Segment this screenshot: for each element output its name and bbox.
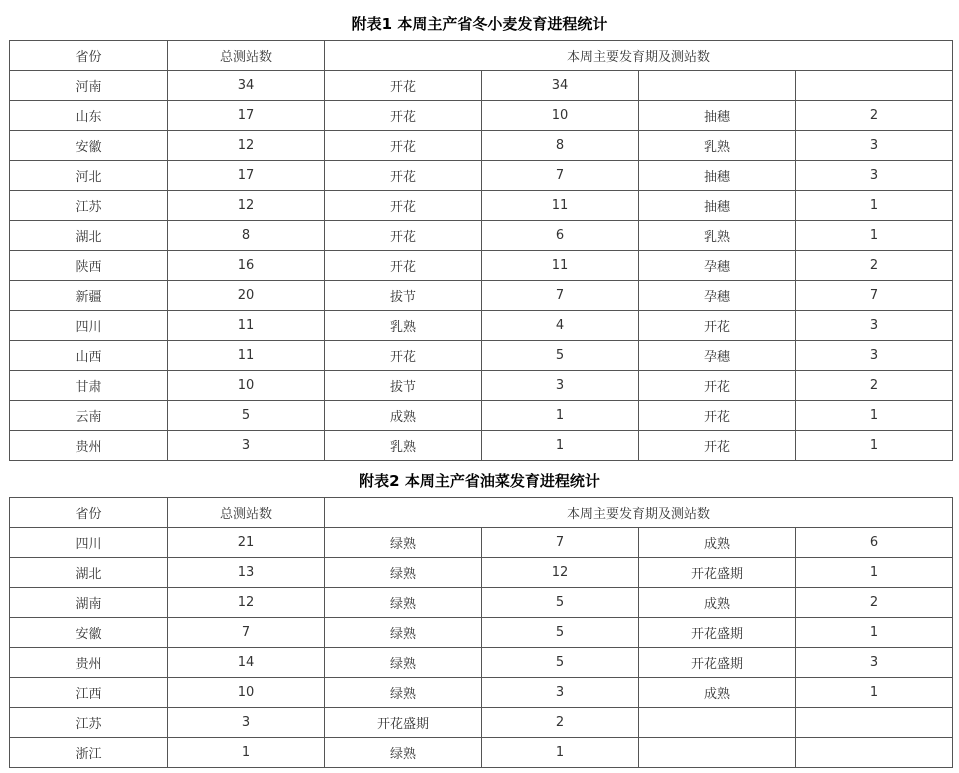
table-header-row [10, 41, 953, 71]
cell-stage-2: 开花 [639, 401, 796, 431]
cell-stage-2: 抽穗 [639, 191, 796, 221]
cell-stage-2 [639, 71, 796, 101]
cell-stage-2: 孕穗 [639, 341, 796, 371]
cell-stage-1-count: 11 [482, 251, 639, 281]
cell-stage-1-count: 10 [482, 101, 639, 131]
cell-stage-1-count: 34 [482, 71, 639, 101]
cell-province: 江西 [10, 678, 168, 708]
cell-stage-1-count: 3 [482, 371, 639, 401]
cell-stage-1-count: 5 [482, 341, 639, 371]
cell-stage-1-count: 1 [482, 431, 639, 461]
table-row [10, 708, 953, 738]
cell-stage-2-count: 2 [796, 371, 953, 401]
cell-stage-2: 成熟 [639, 528, 796, 558]
cell-total-stations: 21 [168, 528, 325, 558]
cell-stage-2-count: 1 [796, 618, 953, 648]
cell-province: 四川 [10, 528, 168, 558]
cell-stage-1: 开花 [325, 101, 482, 131]
cell-stage-2-count [796, 738, 953, 768]
cell-stage-2: 孕穗 [639, 281, 796, 311]
cell-province: 四川 [10, 311, 168, 341]
cell-total-stations: 3 [168, 708, 325, 738]
cell-stage-2: 抽穗 [639, 101, 796, 131]
cell-stage-2: 开花盛期 [639, 558, 796, 588]
cell-stage-1: 乳熟 [325, 431, 482, 461]
cell-stage-1: 开花 [325, 161, 482, 191]
table-row [10, 401, 953, 431]
cell-stage-1-count: 5 [482, 618, 639, 648]
cell-stage-1: 绿熟 [325, 558, 482, 588]
cell-stage-2-count: 7 [796, 281, 953, 311]
header-total-stations: 总测站数 [168, 41, 325, 71]
cell-stage-2 [639, 708, 796, 738]
header-province: 省份 [10, 498, 168, 528]
cell-stage-2-count: 3 [796, 648, 953, 678]
wheat-table-body [10, 41, 953, 461]
cell-stage-1: 成熟 [325, 401, 482, 431]
cell-total-stations: 5 [168, 401, 325, 431]
cell-stage-2: 孕穗 [639, 251, 796, 281]
cell-province: 陕西 [10, 251, 168, 281]
cell-stage-1-count: 2 [482, 708, 639, 738]
cell-province: 安徽 [10, 131, 168, 161]
table-row [10, 131, 953, 161]
cell-province: 贵州 [10, 431, 168, 461]
cell-province: 甘肃 [10, 371, 168, 401]
cell-total-stations: 34 [168, 71, 325, 101]
cell-stage-1: 绿熟 [325, 618, 482, 648]
table-row [10, 161, 953, 191]
cell-stage-1-count: 11 [482, 191, 639, 221]
cell-stage-1: 绿熟 [325, 738, 482, 768]
cell-province: 安徽 [10, 618, 168, 648]
cell-province: 浙江 [10, 738, 168, 768]
cell-stage-2: 乳熟 [639, 221, 796, 251]
cell-stage-1: 开花 [325, 251, 482, 281]
cell-province: 江苏 [10, 708, 168, 738]
cell-stage-2-count: 1 [796, 191, 953, 221]
cell-stage-2 [639, 738, 796, 768]
cell-stage-1: 绿熟 [325, 678, 482, 708]
table-row [10, 558, 953, 588]
rapeseed-progress-table [9, 497, 953, 768]
header-stages: 本周主要发育期及测站数 [325, 41, 953, 71]
cell-stage-1: 绿熟 [325, 588, 482, 618]
rapeseed-table-body [10, 498, 953, 768]
cell-stage-2-count: 1 [796, 401, 953, 431]
cell-stage-2-count: 2 [796, 588, 953, 618]
cell-stage-2: 开花盛期 [639, 618, 796, 648]
cell-total-stations: 20 [168, 281, 325, 311]
table-row [10, 738, 953, 768]
cell-stage-1: 拔节 [325, 371, 482, 401]
cell-stage-2: 开花 [639, 311, 796, 341]
table-row [10, 618, 953, 648]
cell-province: 河北 [10, 161, 168, 191]
cell-total-stations: 12 [168, 191, 325, 221]
cell-stage-1-count: 12 [482, 558, 639, 588]
wheat-progress-table [9, 40, 953, 461]
cell-stage-2-count [796, 71, 953, 101]
cell-stage-1-count: 5 [482, 588, 639, 618]
table-row [10, 528, 953, 558]
cell-total-stations: 1 [168, 738, 325, 768]
cell-stage-1: 开花 [325, 221, 482, 251]
cell-stage-2-count: 1 [796, 221, 953, 251]
cell-stage-1: 绿熟 [325, 528, 482, 558]
cell-stage-1-count: 3 [482, 678, 639, 708]
cell-stage-2-count [796, 708, 953, 738]
cell-total-stations: 10 [168, 678, 325, 708]
cell-province: 新疆 [10, 281, 168, 311]
cell-stage-2: 开花 [639, 371, 796, 401]
cell-stage-2-count: 3 [796, 341, 953, 371]
table-row [10, 71, 953, 101]
cell-stage-2: 成熟 [639, 588, 796, 618]
cell-stage-1: 拔节 [325, 281, 482, 311]
cell-stage-1: 开花盛期 [325, 708, 482, 738]
cell-province: 山西 [10, 341, 168, 371]
cell-stage-1-count: 1 [482, 738, 639, 768]
table-row [10, 101, 953, 131]
cell-stage-1-count: 4 [482, 311, 639, 341]
cell-stage-2-count: 1 [796, 431, 953, 461]
cell-total-stations: 3 [168, 431, 325, 461]
table-row [10, 281, 953, 311]
cell-stage-1: 绿熟 [325, 648, 482, 678]
cell-total-stations: 11 [168, 341, 325, 371]
cell-total-stations: 13 [168, 558, 325, 588]
cell-province: 贵州 [10, 648, 168, 678]
table-row [10, 588, 953, 618]
table-row [10, 251, 953, 281]
cell-stage-2: 抽穗 [639, 161, 796, 191]
cell-total-stations: 17 [168, 101, 325, 131]
cell-province: 云南 [10, 401, 168, 431]
cell-total-stations: 12 [168, 588, 325, 618]
table-row [10, 431, 953, 461]
cell-province: 湖南 [10, 588, 168, 618]
table1-caption: 附表1 本周主产省冬小麦发育进程统计 [351, 15, 608, 33]
cell-stage-2-count: 3 [796, 161, 953, 191]
cell-province: 湖北 [10, 558, 168, 588]
cell-province: 江苏 [10, 191, 168, 221]
cell-stage-2-count: 1 [796, 678, 953, 708]
cell-total-stations: 14 [168, 648, 325, 678]
cell-stage-2: 开花盛期 [639, 648, 796, 678]
cell-stage-1-count: 5 [482, 648, 639, 678]
table-row [10, 371, 953, 401]
cell-stage-1: 开花 [325, 131, 482, 161]
cell-stage-1: 开花 [325, 71, 482, 101]
cell-stage-2: 成熟 [639, 678, 796, 708]
cell-total-stations: 17 [168, 161, 325, 191]
header-stages: 本周主要发育期及测站数 [325, 498, 953, 528]
cell-province: 河南 [10, 71, 168, 101]
table-row [10, 648, 953, 678]
header-province: 省份 [10, 41, 168, 71]
table-row [10, 221, 953, 251]
table-row [10, 191, 953, 221]
cell-stage-1-count: 1 [482, 401, 639, 431]
table2-caption: 附表2 本周主产省油菜发育进程统计 [359, 472, 600, 490]
cell-stage-2: 乳熟 [639, 131, 796, 161]
cell-total-stations: 16 [168, 251, 325, 281]
cell-province: 山东 [10, 101, 168, 131]
cell-total-stations: 11 [168, 311, 325, 341]
table-row [10, 341, 953, 371]
cell-total-stations: 12 [168, 131, 325, 161]
cell-total-stations: 10 [168, 371, 325, 401]
cell-total-stations: 7 [168, 618, 325, 648]
table-row [10, 678, 953, 708]
cell-stage-2-count: 3 [796, 131, 953, 161]
table-header-row [10, 498, 953, 528]
header-total-stations: 总测站数 [168, 498, 325, 528]
cell-total-stations: 8 [168, 221, 325, 251]
cell-stage-2: 开花 [639, 431, 796, 461]
cell-stage-2-count: 3 [796, 311, 953, 341]
cell-stage-1: 开花 [325, 341, 482, 371]
cell-stage-2-count: 2 [796, 101, 953, 131]
cell-stage-1-count: 7 [482, 528, 639, 558]
cell-stage-1-count: 7 [482, 281, 639, 311]
cell-stage-1-count: 8 [482, 131, 639, 161]
cell-stage-1: 乳熟 [325, 311, 482, 341]
cell-stage-1-count: 6 [482, 221, 639, 251]
cell-stage-2-count: 2 [796, 251, 953, 281]
table-row [10, 311, 953, 341]
cell-stage-1-count: 7 [482, 161, 639, 191]
cell-stage-2-count: 1 [796, 558, 953, 588]
cell-stage-2-count: 6 [796, 528, 953, 558]
cell-province: 湖北 [10, 221, 168, 251]
cell-stage-1: 开花 [325, 191, 482, 221]
